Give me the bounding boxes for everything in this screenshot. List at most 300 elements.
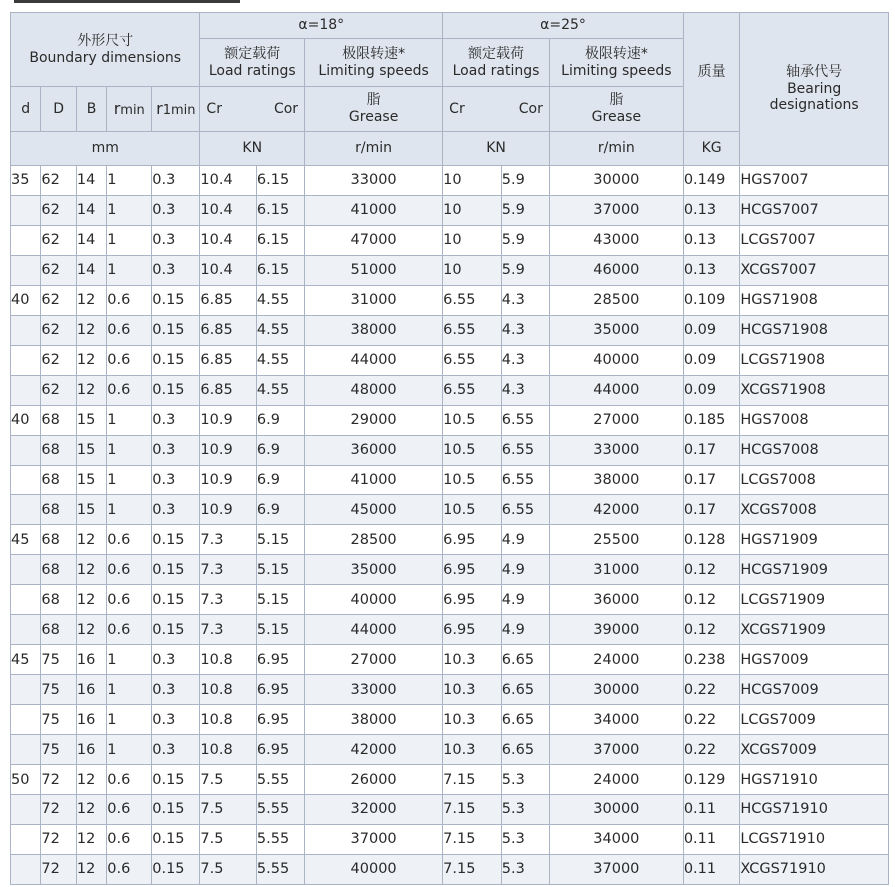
cell-r1min: 0.15 — [152, 315, 200, 345]
cell-r1min: 0.15 — [152, 345, 200, 375]
cell-designation: XCGS7009 — [740, 735, 889, 765]
cell-cor-18: 6.95 — [256, 645, 304, 675]
r1min-label: 1min — [162, 103, 196, 119]
cell-speed-18: 29000 — [305, 405, 443, 435]
cell-cr-25: 10.3 — [443, 645, 502, 675]
table-row — [11, 735, 889, 765]
cell-cr-25: 6.95 — [443, 615, 502, 645]
cell-D: 68 — [41, 405, 77, 435]
cell-speed-18: 41000 — [305, 195, 443, 225]
cell-cor-18: 6.15 — [256, 195, 304, 225]
cell-cr-18: 10.4 — [200, 255, 257, 285]
cell-d: 45 — [11, 525, 41, 555]
cell-cr-25: 7.15 — [443, 795, 502, 825]
cell-cr-18: 6.85 — [200, 375, 257, 405]
cell-cor-25: 5.9 — [501, 166, 549, 196]
table-row — [11, 195, 889, 225]
table-row — [11, 225, 889, 255]
cell-rmin: 1 — [107, 255, 152, 285]
cell-speed-25: 44000 — [549, 375, 683, 405]
cell-designation: HCGS7009 — [740, 675, 889, 705]
cell-cor-18: 6.9 — [256, 435, 304, 465]
cell-cor-18: 6.9 — [256, 465, 304, 495]
table-row — [11, 615, 889, 645]
cell-designation: HGS71910 — [740, 765, 889, 795]
cell-r1min: 0.3 — [152, 255, 200, 285]
cell-d — [11, 555, 41, 585]
cell-cor-25: 5.9 — [501, 255, 549, 285]
cell-D: 72 — [41, 795, 77, 825]
cell-speed-25: 31000 — [549, 555, 683, 585]
cell-D: 72 — [41, 765, 77, 795]
table-row — [11, 345, 889, 375]
cell-speed-25: 37000 — [549, 735, 683, 765]
cell-r1min: 0.3 — [152, 735, 200, 765]
cell-cr-18: 7.5 — [200, 765, 257, 795]
cell-rmin: 0.6 — [107, 285, 152, 315]
cell-speed-18: 38000 — [305, 705, 443, 735]
cell-cor-25: 5.9 — [501, 195, 549, 225]
cell-mass: 0.149 — [683, 166, 740, 196]
cell-speed-25: 25500 — [549, 525, 683, 555]
cell-cor-18: 5.15 — [256, 555, 304, 585]
cell-cor-18: 5.15 — [256, 615, 304, 645]
cell-speed-18: 44000 — [305, 345, 443, 375]
table-row — [11, 166, 889, 196]
cell-B: 15 — [76, 405, 106, 435]
cell-D: 62 — [41, 375, 77, 405]
cell-speed-25: 28500 — [549, 285, 683, 315]
designation-cn: 轴承代号 — [786, 63, 843, 80]
cell-cor-25: 4.3 — [501, 345, 549, 375]
cell-cr-18: 10.8 — [200, 735, 257, 765]
cell-B: 15 — [76, 495, 106, 525]
cell-cor-25: 4.9 — [501, 525, 549, 555]
cell-B: 16 — [76, 675, 106, 705]
cell-rmin: 0.6 — [107, 765, 152, 795]
table-row — [11, 525, 889, 555]
cell-speed-18: 38000 — [305, 315, 443, 345]
cell-speed-25: 37000 — [549, 854, 683, 884]
cell-cor-18: 5.55 — [256, 854, 304, 884]
cell-B: 15 — [76, 465, 106, 495]
table-body — [11, 166, 889, 885]
cell-cor-18: 5.55 — [256, 765, 304, 795]
cell-cr-25: 6.95 — [443, 525, 502, 555]
cell-cr-18: 10.8 — [200, 675, 257, 705]
cell-mass: 0.185 — [683, 405, 740, 435]
table-row — [11, 765, 889, 795]
cell-D: 75 — [41, 705, 77, 735]
cell-r1min: 0.3 — [152, 405, 200, 435]
cell-D: 62 — [41, 345, 77, 375]
cell-cr-18: 7.5 — [200, 824, 257, 854]
load-cn: 额定载荷 — [468, 45, 525, 62]
cell-r1min: 0.15 — [152, 615, 200, 645]
cell-r1min: 0.3 — [152, 465, 200, 495]
cell-B: 16 — [76, 645, 106, 675]
cell-rmin: 1 — [107, 705, 152, 735]
cell-designation: LCGS71909 — [740, 585, 889, 615]
cell-speed-18: 35000 — [305, 555, 443, 585]
cell-cr-25: 10.3 — [443, 675, 502, 705]
col-rmin-header: rmin — [107, 87, 152, 132]
cell-d — [11, 854, 41, 884]
table-row — [11, 375, 889, 405]
cell-B: 12 — [76, 525, 106, 555]
cell-D: 68 — [41, 615, 77, 645]
cell-speed-18: 33000 — [305, 166, 443, 196]
bearing-spec-table — [10, 12, 889, 885]
cell-cr-18: 7.5 — [200, 854, 257, 884]
cell-cr-18: 10.8 — [200, 645, 257, 675]
cell-r1min: 0.3 — [152, 225, 200, 255]
cell-speed-18: 33000 — [305, 675, 443, 705]
cell-speed-18: 31000 — [305, 285, 443, 315]
cell-speed-25: 35000 — [549, 315, 683, 345]
cell-cr-18: 10.9 — [200, 495, 257, 525]
cell-d — [11, 705, 41, 735]
cell-cor-18: 5.55 — [256, 824, 304, 854]
cell-cor-18: 6.95 — [256, 675, 304, 705]
cell-cr-25: 7.15 — [443, 854, 502, 884]
mass-header: 质量 — [683, 13, 740, 132]
cell-designation: HCGS71910 — [740, 795, 889, 825]
cell-cr-25: 7.15 — [443, 765, 502, 795]
cell-D: 75 — [41, 735, 77, 765]
cell-cr-25: 10.5 — [443, 405, 502, 435]
cell-mass: 0.13 — [683, 225, 740, 255]
grease-cn: 脂 — [366, 92, 381, 109]
speed-en: Limiting speeds — [318, 62, 429, 79]
cell-d: 40 — [11, 285, 41, 315]
cell-speed-25: 30000 — [549, 675, 683, 705]
cell-speed-18: 45000 — [305, 495, 443, 525]
cell-cor-25: 6.55 — [501, 405, 549, 435]
cr-cor-18-header — [200, 87, 305, 132]
cell-rmin: 1 — [107, 735, 152, 765]
cell-mass: 0.12 — [683, 555, 740, 585]
table-row — [11, 495, 889, 525]
cell-d — [11, 824, 41, 854]
cell-d — [11, 435, 41, 465]
table-row — [11, 255, 889, 285]
cell-cr-25: 6.55 — [443, 375, 502, 405]
cr-label: Cr — [206, 100, 222, 117]
cell-cr-25: 6.95 — [443, 585, 502, 615]
cell-mass: 0.11 — [683, 824, 740, 854]
title-bar-fragment — [14, 0, 240, 3]
cell-cor-25: 5.3 — [501, 854, 549, 884]
cell-B: 12 — [76, 285, 106, 315]
cell-rmin: 0.6 — [107, 555, 152, 585]
cell-D: 62 — [41, 255, 77, 285]
cell-cor-25: 6.65 — [501, 645, 549, 675]
cell-mass: 0.09 — [683, 345, 740, 375]
speed-cn: 极限转速* — [342, 45, 406, 62]
cell-D: 68 — [41, 435, 77, 465]
cell-r1min: 0.3 — [152, 195, 200, 225]
table-row — [11, 795, 889, 825]
cell-rmin: 0.6 — [107, 615, 152, 645]
cell-D: 68 — [41, 555, 77, 585]
cell-cor-25: 5.3 — [501, 795, 549, 825]
cell-cor-18: 5.55 — [256, 795, 304, 825]
cell-mass: 0.17 — [683, 465, 740, 495]
table-row — [11, 585, 889, 615]
cell-B: 12 — [76, 854, 106, 884]
cell-D: 72 — [41, 824, 77, 854]
cell-speed-25: 43000 — [549, 225, 683, 255]
unit-kn-25: KN — [443, 132, 550, 166]
table-row — [11, 465, 889, 495]
unit-kg: KG — [683, 132, 740, 166]
cell-cr-18: 10.4 — [200, 166, 257, 196]
cell-cr-18: 10.9 — [200, 435, 257, 465]
speed-cn: 极限转速* — [584, 45, 648, 62]
cr-label: Cr — [449, 100, 465, 117]
cell-speed-18: 48000 — [305, 375, 443, 405]
cell-d — [11, 465, 41, 495]
cell-speed-18: 41000 — [305, 465, 443, 495]
cell-r1min: 0.15 — [152, 375, 200, 405]
cell-d — [11, 225, 41, 255]
cell-cr-25: 7.15 — [443, 824, 502, 854]
cell-mass: 0.12 — [683, 585, 740, 615]
cell-mass: 0.22 — [683, 735, 740, 765]
cell-d: 45 — [11, 645, 41, 675]
cell-designation: HGS71908 — [740, 285, 889, 315]
cell-cor-18: 6.15 — [256, 225, 304, 255]
cell-cr-25: 10.3 — [443, 735, 502, 765]
cell-cor-25: 5.9 — [501, 225, 549, 255]
cell-D: 62 — [41, 285, 77, 315]
cell-cor-25: 4.3 — [501, 315, 549, 345]
designation-header — [740, 13, 889, 166]
cell-d — [11, 375, 41, 405]
cell-cor-18: 6.95 — [256, 735, 304, 765]
cell-r1min: 0.15 — [152, 765, 200, 795]
cr-cor-25-header — [443, 87, 550, 132]
cell-speed-18: 32000 — [305, 795, 443, 825]
cell-cor-18: 5.15 — [256, 585, 304, 615]
cell-cor-18: 4.55 — [256, 315, 304, 345]
cell-mass: 0.12 — [683, 615, 740, 645]
cell-designation: LCGS7008 — [740, 465, 889, 495]
cell-B: 15 — [76, 435, 106, 465]
cell-speed-18: 40000 — [305, 854, 443, 884]
cell-mass: 0.109 — [683, 285, 740, 315]
cell-d: 40 — [11, 405, 41, 435]
cell-d — [11, 675, 41, 705]
cell-cr-18: 7.3 — [200, 615, 257, 645]
cell-r1min: 0.15 — [152, 585, 200, 615]
cell-cr-18: 7.3 — [200, 525, 257, 555]
cell-cor-25: 5.3 — [501, 824, 549, 854]
cell-cr-25: 10 — [443, 225, 502, 255]
table-row — [11, 645, 889, 675]
cell-speed-25: 39000 — [549, 615, 683, 645]
unit-mm: mm — [11, 132, 200, 166]
cell-mass: 0.22 — [683, 675, 740, 705]
cell-d — [11, 195, 41, 225]
cell-rmin: 0.6 — [107, 795, 152, 825]
cell-designation: HGS7008 — [740, 405, 889, 435]
cell-speed-25: 27000 — [549, 405, 683, 435]
cell-mass: 0.22 — [683, 705, 740, 735]
col-d-header: d — [11, 87, 41, 132]
alpha18-header: α=18° — [200, 13, 443, 39]
cell-cor-18: 6.9 — [256, 495, 304, 525]
table-row — [11, 555, 889, 585]
cell-mass: 0.238 — [683, 645, 740, 675]
cell-speed-18: 26000 — [305, 765, 443, 795]
cell-r1min: 0.15 — [152, 525, 200, 555]
cell-d — [11, 585, 41, 615]
load-ratings-25-header — [443, 39, 550, 87]
col-D-header: D — [41, 87, 77, 132]
cell-speed-25: 30000 — [549, 795, 683, 825]
cell-B: 14 — [76, 225, 106, 255]
cell-D: 75 — [41, 675, 77, 705]
cell-cr-25: 6.55 — [443, 285, 502, 315]
cell-mass: 0.129 — [683, 765, 740, 795]
cell-designation: XCGS7008 — [740, 495, 889, 525]
cell-designation: LCGS7009 — [740, 705, 889, 735]
cell-D: 68 — [41, 465, 77, 495]
cell-cor-25: 4.3 — [501, 285, 549, 315]
table-row — [11, 824, 889, 854]
cell-designation: XCGS71908 — [740, 375, 889, 405]
cell-speed-25: 36000 — [549, 585, 683, 615]
designation-en2: designations — [769, 97, 859, 114]
cell-cor-18: 6.9 — [256, 405, 304, 435]
rmin-label: min — [120, 103, 145, 119]
cell-mass: 0.13 — [683, 255, 740, 285]
cell-cr-25: 6.55 — [443, 345, 502, 375]
cell-speed-25: 38000 — [549, 465, 683, 495]
limiting-speeds-18-header — [305, 39, 443, 87]
cell-r1min: 0.3 — [152, 705, 200, 735]
cell-rmin: 1 — [107, 645, 152, 675]
cell-speed-25: 37000 — [549, 195, 683, 225]
cor-label: Cor — [273, 100, 299, 117]
cell-rmin: 1 — [107, 195, 152, 225]
cell-speed-18: 47000 — [305, 225, 443, 255]
cell-rmin: 0.6 — [107, 345, 152, 375]
cell-speed-18: 42000 — [305, 735, 443, 765]
cell-d: 50 — [11, 765, 41, 795]
cell-cr-18: 10.4 — [200, 195, 257, 225]
cell-cor-18: 6.15 — [256, 255, 304, 285]
cell-speed-18: 36000 — [305, 435, 443, 465]
cell-r1min: 0.3 — [152, 645, 200, 675]
cor-label: Cor — [518, 100, 543, 117]
cell-cr-18: 6.85 — [200, 315, 257, 345]
cell-rmin: 0.6 — [107, 585, 152, 615]
col-B-header: B — [76, 87, 106, 132]
cell-B: 14 — [76, 255, 106, 285]
load-cn: 额定载荷 — [224, 45, 281, 62]
cell-rmin: 1 — [107, 405, 152, 435]
cell-d — [11, 315, 41, 345]
cell-D: 68 — [41, 585, 77, 615]
cell-cor-25: 4.9 — [501, 555, 549, 585]
cell-B: 12 — [76, 315, 106, 345]
table-row — [11, 854, 889, 884]
cell-B: 12 — [76, 824, 106, 854]
cell-designation: LCGS7007 — [740, 225, 889, 255]
cell-rmin: 0.6 — [107, 375, 152, 405]
cell-cor-18: 5.15 — [256, 525, 304, 555]
cell-r1min: 0.3 — [152, 675, 200, 705]
cell-speed-18: 51000 — [305, 255, 443, 285]
speed-en: Limiting speeds — [561, 62, 672, 79]
cell-B: 12 — [76, 555, 106, 585]
cell-speed-25: 33000 — [549, 435, 683, 465]
cell-designation: LCGS71908 — [740, 345, 889, 375]
cell-cr-25: 10.5 — [443, 435, 502, 465]
limiting-speeds-25-header — [549, 39, 683, 87]
cell-cor-25: 6.55 — [501, 435, 549, 465]
col-r1min-header: r1min — [152, 87, 200, 132]
cell-mass: 0.09 — [683, 375, 740, 405]
cell-cor-18: 4.55 — [256, 345, 304, 375]
cell-cor-18: 4.55 — [256, 375, 304, 405]
cell-speed-18: 40000 — [305, 585, 443, 615]
cell-designation: HCGS7008 — [740, 435, 889, 465]
cell-D: 62 — [41, 315, 77, 345]
grease-cn: 脂 — [609, 92, 624, 109]
cell-B: 12 — [76, 345, 106, 375]
cell-r1min: 0.3 — [152, 435, 200, 465]
cell-cr-25: 10 — [443, 195, 502, 225]
cell-speed-18: 37000 — [305, 824, 443, 854]
cell-speed-18: 28500 — [305, 525, 443, 555]
cell-designation: HCGS71909 — [740, 555, 889, 585]
cell-cr-25: 6.55 — [443, 315, 502, 345]
cell-rmin: 0.6 — [107, 525, 152, 555]
cell-designation: XCGS71910 — [740, 854, 889, 884]
cell-rmin: 1 — [107, 495, 152, 525]
cell-D: 62 — [41, 225, 77, 255]
cell-r1min: 0.3 — [152, 166, 200, 196]
cell-speed-18: 27000 — [305, 645, 443, 675]
cell-d: 35 — [11, 166, 41, 196]
cell-r1min: 0.15 — [152, 795, 200, 825]
cell-r1min: 0.15 — [152, 854, 200, 884]
cell-rmin: 1 — [107, 166, 152, 196]
table-row — [11, 705, 889, 735]
cell-cr-18: 10.8 — [200, 705, 257, 735]
cell-cor-25: 4.9 — [501, 585, 549, 615]
cell-B: 16 — [76, 705, 106, 735]
grease-en: Grease — [348, 109, 399, 125]
cell-cr-25: 10.5 — [443, 465, 502, 495]
cell-speed-25: 24000 — [549, 645, 683, 675]
cell-designation: HGS71909 — [740, 525, 889, 555]
cell-B: 14 — [76, 166, 106, 196]
cell-speed-25: 24000 — [549, 765, 683, 795]
cell-D: 68 — [41, 495, 77, 525]
cell-cr-18: 10.9 — [200, 465, 257, 495]
cell-d — [11, 345, 41, 375]
cell-mass: 0.17 — [683, 495, 740, 525]
cell-designation: HCGS7007 — [740, 195, 889, 225]
cell-cor-18: 6.15 — [256, 166, 304, 196]
table-row — [11, 435, 889, 465]
cell-designation: HCGS71908 — [740, 315, 889, 345]
